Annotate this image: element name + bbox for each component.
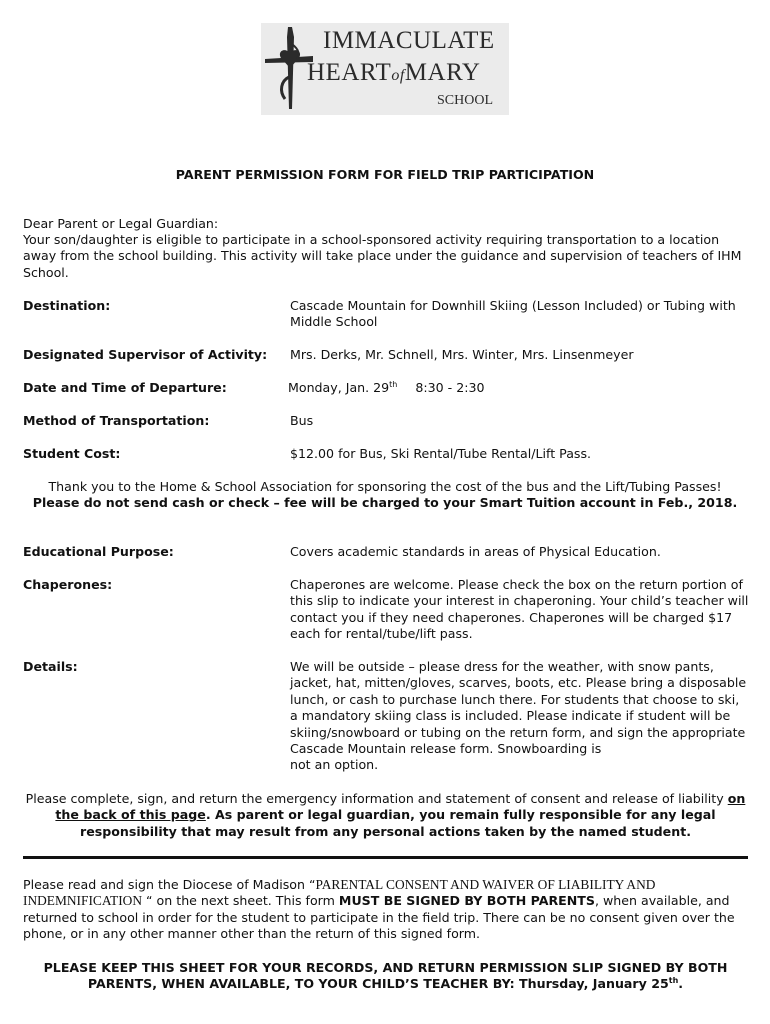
departure-time: 8:30 - 2:30 bbox=[415, 380, 485, 395]
back-of-page-link: on the back of this page bbox=[55, 791, 746, 823]
supervisor-label: Designated Supervisor of Activity: bbox=[23, 347, 268, 362]
logo-line2: HEARTofMARY bbox=[307, 59, 481, 86]
thanks-note: Thank you to the Home & School Association for sponsoring the cost of the bus and the Lift/Tubing Passes! bbox=[48, 479, 722, 494]
departure-date: Monday, Jan. 29 bbox=[288, 380, 390, 395]
greeting: Dear Parent or Legal Guardian: bbox=[23, 216, 219, 231]
transport-value: Bus bbox=[290, 413, 314, 428]
chaperones-value: Chaperones are welcome. Please check the box on the return portion of this slip to indicate your interest in chaperoning. Your child’s teacher will contact you if they need chaperones. Chaperones will be charged $17 each for rental/tube/lift pass. bbox=[290, 577, 749, 642]
divider bbox=[23, 856, 748, 859]
page-title: PARENT PERMISSION FORM FOR FIELD TRIP PARTICIPATION bbox=[175, 167, 595, 182]
purpose-value: Covers academic standards in areas of Physical Education. bbox=[290, 544, 661, 559]
details-label: Details: bbox=[23, 659, 78, 674]
logo-line3: SCHOOL bbox=[437, 93, 494, 108]
no-cash-note: Please do not send cash or check – fee will be charged to your Smart Tuition account in Feb., 2018. bbox=[32, 495, 738, 510]
school-logo bbox=[261, 23, 509, 115]
logo-line1: IMMACULATE bbox=[323, 27, 495, 54]
intro-paragraph: Your son/daughter is eligible to participate in a school-sponsored activity requiring transportation to a location away from the school building. This activity will take place under the guidance and supervision of teachers of IHM School. bbox=[23, 232, 742, 280]
details-value: We will be outside – please dress for the weather, with snow pants, jacket, hat, mitten/gloves, scarves, boots, etc. Please bring a disposable lunch, or cash to purchase lunch there. For students that choose to ski, a mandatory skiing class is included. Please indicate if student will be skiing/snowboard or tubing on the return form, and sign the appropriate Cascade Mountain release form. Snowboarding is not an option. bbox=[290, 659, 747, 773]
supervisor-value: Mrs. Derks, Mr. Schnell, Mrs. Winter, Mrs. Linsenmeyer bbox=[290, 347, 634, 362]
chaperones-label: Chaperones: bbox=[23, 577, 113, 592]
final-instructions: PLEASE KEEP THIS SHEET FOR YOUR RECORDS, AND RETURN PERMISSION SLIP SIGNED BY BOTH PARENTS, WHEN AVAILABLE, TO YOUR CHILD’S TEACHER BY: Thursday, January 25th. bbox=[43, 960, 728, 992]
cost-label: Student Cost: bbox=[23, 446, 121, 461]
waiver-title: PARENTAL CONSENT AND WAIVER OF LIABILITY AND INDEMNIFICATION bbox=[23, 877, 656, 909]
complete-instructions: Please complete, sign, and return the emergency information and statement of consent and release of liability on the back of this page. As parent or legal guardian, you remain fully responsible for any legal responsibility that may result from any personal actions taken by the named student. bbox=[25, 791, 746, 839]
departure-label: Date and Time of Departure: bbox=[23, 380, 227, 395]
cost-value: $12.00 for Bus, Ski Rental/Tube Rental/Lift Pass. bbox=[290, 446, 592, 461]
transport-label: Method of Transportation: bbox=[23, 413, 210, 428]
logo-of: of bbox=[391, 67, 405, 84]
read-instructions: Please read and sign the Diocese of Madison “PARENTAL CONSENT AND WAIVER OF LIABILITY AND INDEMNIFICATION “ on the next sheet. This form MUST BE SIGNED BY BOTH PARENTS, when available, and returned to school in order for the student to participate in the field trip. There can be no consent given over the phone, or in any other manner other than the return of this signed form. bbox=[23, 877, 735, 942]
departure-value: Monday, Jan. 29th 8:30 - 2:30 bbox=[288, 379, 485, 395]
destination-label: Destination: bbox=[23, 298, 111, 313]
purpose-label: Educational Purpose: bbox=[23, 544, 174, 559]
destination-value: Cascade Mountain for Downhill Skiing (Lesson Included) or Tubing with Middle School bbox=[290, 298, 736, 330]
